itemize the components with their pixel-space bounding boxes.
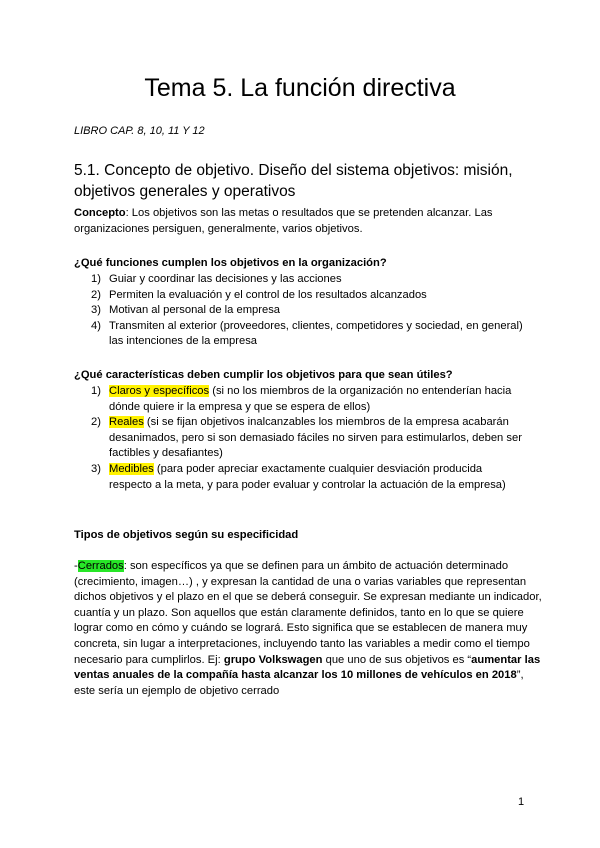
list-number: 2) <box>91 288 101 301</box>
highlighted-term: Medibles <box>109 462 154 475</box>
cerrados-paragraph <box>74 559 544 699</box>
list-item <box>74 462 524 493</box>
list-item <box>74 288 524 304</box>
list-item <box>74 415 524 462</box>
document-title: Tema 5. La función directiva <box>144 74 456 102</box>
section-heading: 5.1. Concepto de objetivo. Diseño del sistema objetivos: misión, objetivos generales y operativos <box>74 162 513 200</box>
list-item <box>74 303 524 319</box>
list-item <box>74 272 524 288</box>
highlighted-term: Reales <box>109 416 144 429</box>
funciones-list <box>74 272 524 350</box>
list-number: 1) <box>91 273 101 285</box>
list-number: 3) <box>91 304 101 317</box>
list-item-text: Guiar y coordinar las decisiones y las acciones <box>109 273 342 285</box>
page-number: 1 <box>518 796 525 808</box>
cerrados-text: : son específicos ya que se definen para un ámbito de actuación determinado (crecimiento, imagen…) , y expresan la cantidad de una o varias variables que representan dichos objetivos y el plazo en el que se deberá conseguir. Se expresan mediante un indicador, cuantía y un plazo. Son aquellos que están claramente definidos, tanto en lo que se quiere lograr como en cómo y cuándo se logrará. Esto significa que se establecen de manera muy concreta, sin lugar a interpretaciones, incluyendo tanto las variables a medir como el tiempo necesario para cumplirlos. Ej: <box>74 560 542 666</box>
list-number: 4) <box>91 319 101 332</box>
caracteristicas-question: ¿Qué características deben cumplir los objetivos para que sean útiles? <box>74 369 453 381</box>
list-item <box>74 319 524 350</box>
concepto-paragraph <box>74 206 544 237</box>
list-item-text: Transmiten al exterior (proveedores, clientes, competidores y sociedad, en general) las intenciones de la empresa <box>109 319 523 348</box>
list-item-text: (si no los miembros de la organización no entenderían hacia dónde quiere ir la empresa y que se espera de ellos) <box>109 385 512 413</box>
list-number: 3) <box>91 462 101 475</box>
list-item-text: Permiten la evaluación y el control de los resultados alcanzados <box>109 288 427 301</box>
highlighted-term: Claros y específicos <box>109 385 210 397</box>
list-number: 1) <box>91 385 101 397</box>
caracteristicas-list <box>74 384 524 493</box>
list-item <box>74 384 524 415</box>
highlighted-term-cerrados: Cerrados <box>77 560 124 572</box>
funciones-question: ¿Qué funciones cumplen los objetivos en la organización? <box>74 257 387 269</box>
concepto-text: : Los objetivos son las metas o resultados que se pretenden alcanzar. Las organizaciones persiguen, generalmente, varios objetivos. <box>74 207 493 235</box>
dash: - <box>74 560 78 572</box>
book-chapters-note: LIBRO CAP. 8, 10, 11 Y 12 <box>74 125 205 137</box>
list-item-text: (si se fijan objetivos inalcanzables los miembros de la empresa acabarán desanimados, pero si son demasiado fáciles no sirven para estimularlos, deben ser factibles y desafiantes) <box>109 416 522 460</box>
concepto-label: Concepto <box>74 207 126 219</box>
cerrados-text: que uno de sus objetivos es “ <box>322 653 472 666</box>
example-objective: aumentar las ventas anuales de la compañía hasta alcanzar los 10 millones de vehículos en 2018 <box>74 653 541 682</box>
tipos-heading: Tipos de objetivos según su especificidad <box>74 529 299 541</box>
list-item-text: (para poder apreciar exactamente cualquier desviación producida respecto a la meta, y para poder evaluar y controlar la actuación de la empresa) <box>109 462 506 491</box>
list-number: 2) <box>91 416 101 429</box>
cerrados-text: ”, este sería un ejemplo de objetivo cerrado <box>74 669 524 697</box>
list-item-text: Motivan al personal de la empresa <box>109 304 281 317</box>
example-company: grupo Volkswagen <box>223 653 323 666</box>
